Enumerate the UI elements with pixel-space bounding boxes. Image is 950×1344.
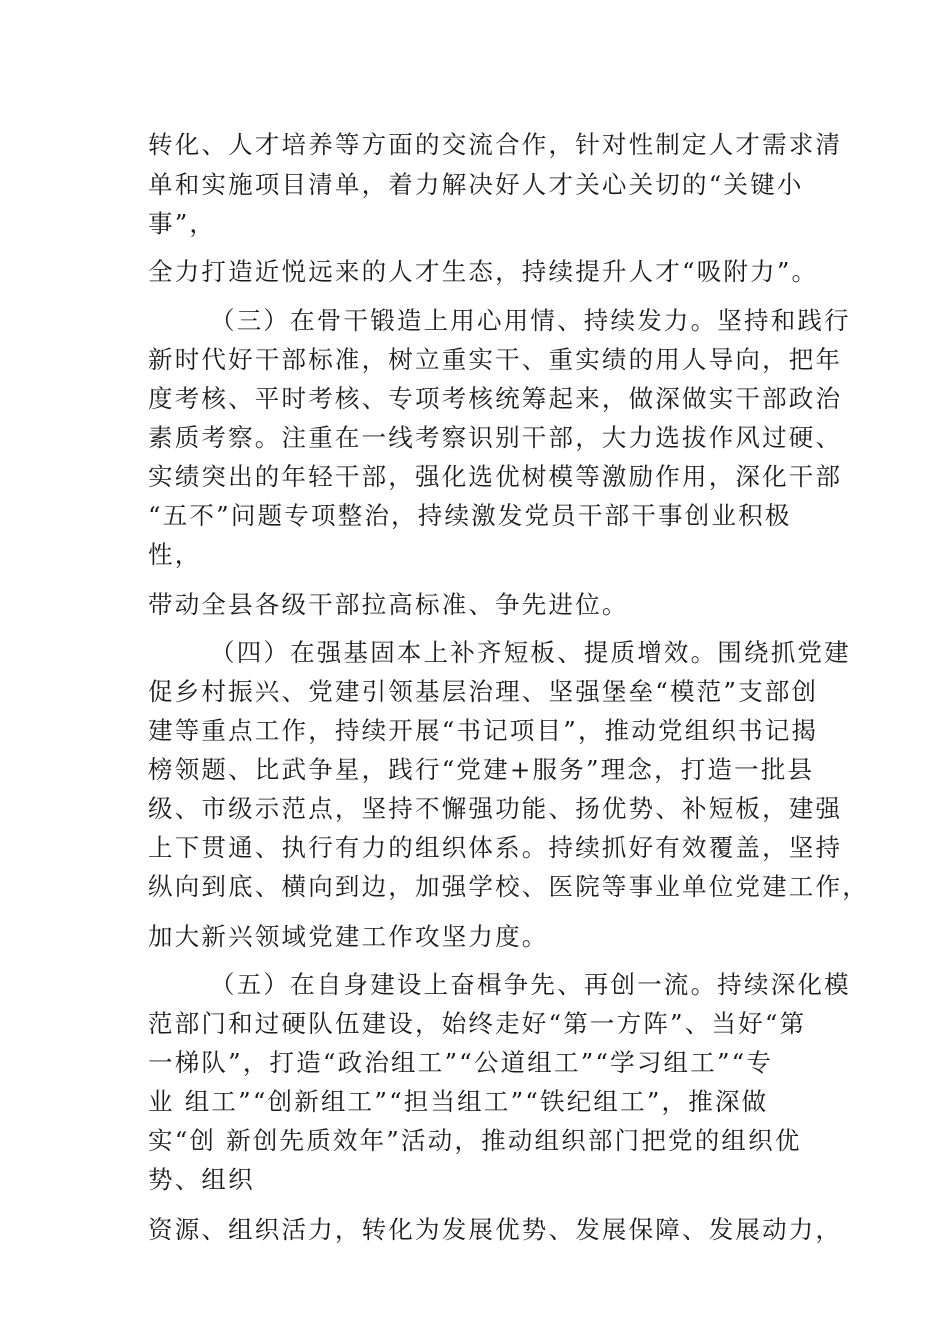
text-line: 新时代好干部标准，树立重实干、重实绩的用人导向，把年 bbox=[148, 345, 843, 374]
text-line: 性， bbox=[148, 540, 202, 569]
text-line: 范部门和过硬队伍建设，始终走好“第一方阵”、当好“第 bbox=[148, 1009, 807, 1038]
text-line: 实“创 新创先质效年”活动，推动组织部门把党的组织优 bbox=[148, 1126, 802, 1155]
text-line: 资源、组织活力，转化为发展优势、发展保障、发展动力， bbox=[148, 1215, 843, 1244]
text-line: 业 组工”“创新组工”“担当组工”“铁纪组工”，推深做 bbox=[148, 1087, 769, 1116]
text-line: 实绩突出的年轻干部，强化选优树模等激励作用，深化干部 bbox=[148, 462, 843, 491]
text-line: 全力打造近悦远来的人才生态，持续提升人才“吸附力”。 bbox=[148, 257, 819, 286]
text-line: 一梯队”，打造“政治组工”“公道组工”“学习组工”“专 bbox=[148, 1048, 774, 1077]
text-line: 加大新兴领域党建工作攻坚力度。 bbox=[148, 922, 549, 951]
text-line: 转化、人才培养等方面的交流合作，针对性制定人才需求清 bbox=[148, 130, 843, 159]
text-line: 单和实施项目清单，着力解决好人才关心关切的“关键小 bbox=[148, 170, 804, 199]
text-line: 带动全县各级干部拉高标准、争先进位。 bbox=[148, 590, 629, 619]
text-line: 级、市级示范点，坚持不懈强功能、扬优势、补短板，建强 bbox=[148, 794, 843, 823]
text-line: 度考核、平时考核、专项考核统筹起来，做深做实干部政治 bbox=[148, 384, 843, 413]
text-line: 素质考察。注重在一线考察识别干部，大力选拔作风过硬、 bbox=[148, 423, 843, 452]
text-line: 建等重点工作，持续开展“书记项目”，推动党组织书记揭 bbox=[148, 716, 819, 745]
text-line: 榜领题、比武争星，践行“党建+服务”理念，打造一批县 bbox=[148, 755, 815, 784]
section-heading-3: （三）在骨干锻造上用心用情、持续发力。坚持和践行 bbox=[210, 306, 851, 335]
text-line: 促乡村振兴、党建引领基层治理、坚强堡垒“模范”支部创 bbox=[148, 677, 819, 706]
text-line: 纵向到底、横向到边，加强学校、医院等事业单位党建工作， bbox=[148, 872, 869, 901]
text-line: 势、组织 bbox=[148, 1165, 255, 1194]
text-line: “五不”问题专项整治，持续激发党员干部干事创业积极 bbox=[148, 501, 792, 530]
text-line: 上下贯通、执行有力的组织体系。持续抓好有效覆盖，坚持 bbox=[148, 833, 843, 862]
text-line: 事”， bbox=[148, 209, 217, 238]
section-heading-4: （四）在强基固本上补齐短板、提质增效。围绕抓党建 bbox=[210, 638, 851, 667]
section-heading-5: （五）在自身建设上奋楫争先、再创一流。持续深化模 bbox=[210, 970, 851, 999]
